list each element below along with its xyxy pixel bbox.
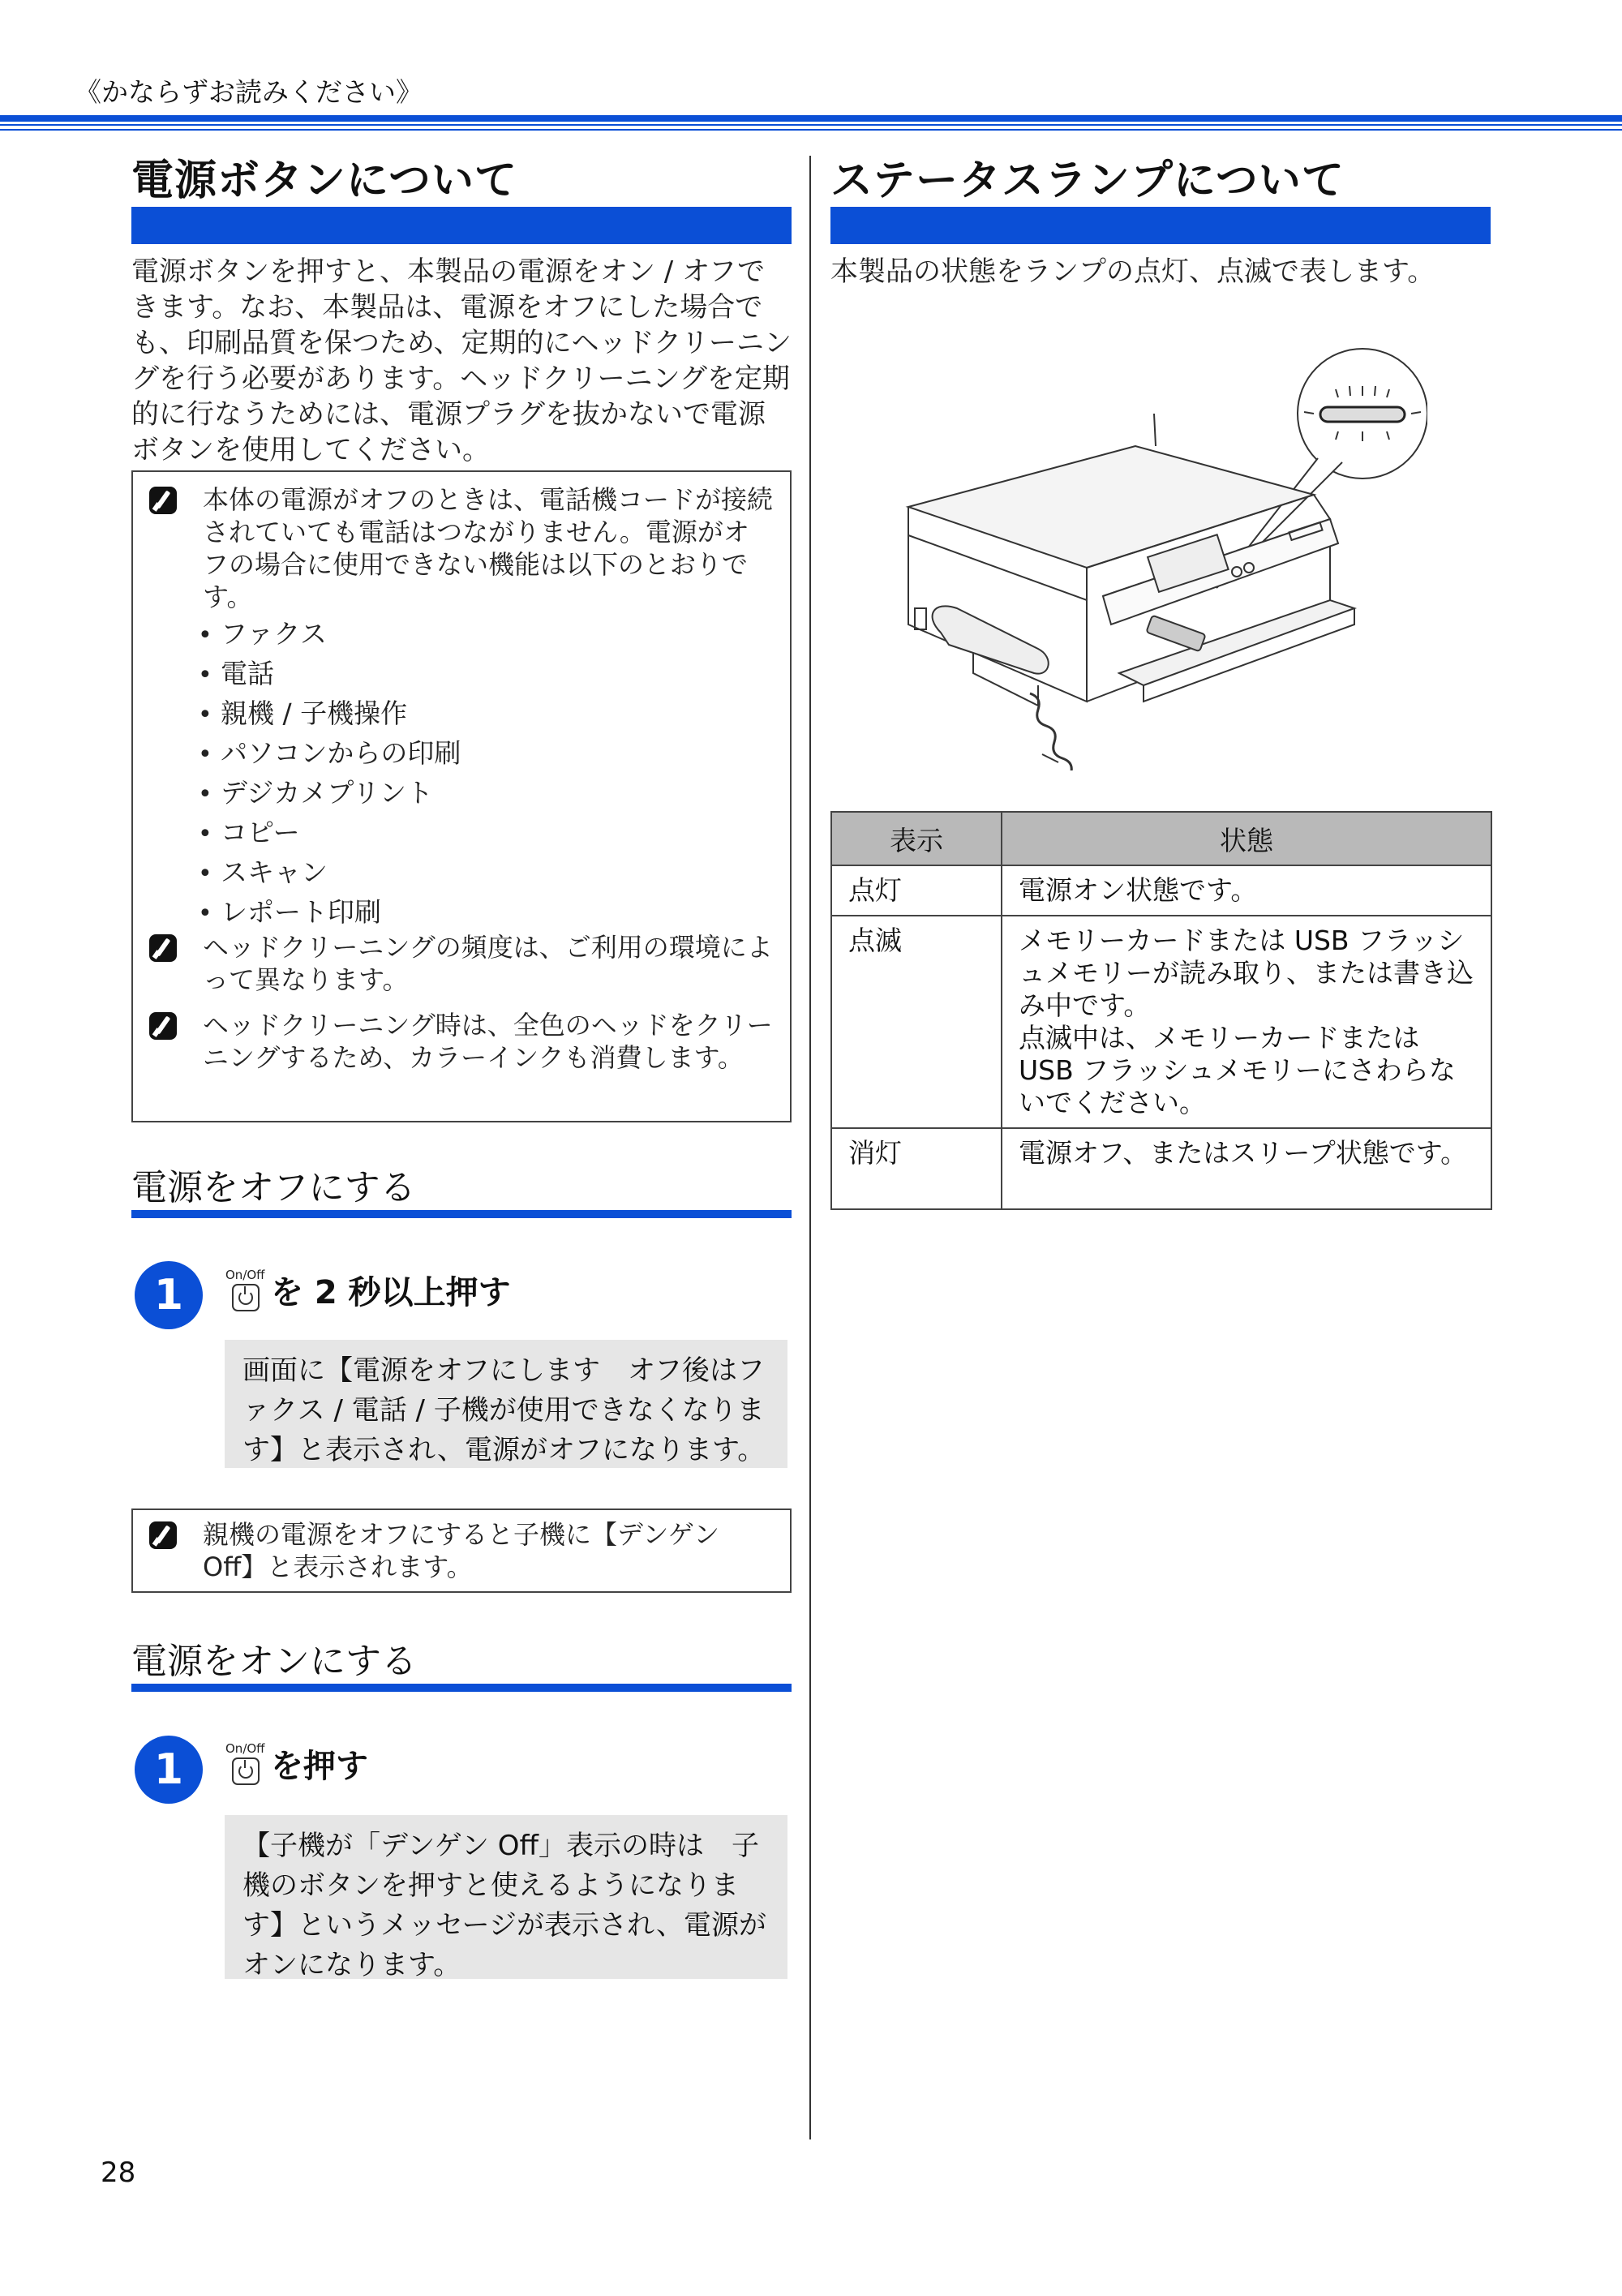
list-item-label: コピー — [221, 817, 300, 848]
step-heading — [225, 1267, 511, 1313]
power-symbol — [232, 1757, 260, 1785]
table-header-state: 状態 — [1002, 812, 1491, 865]
pencil-note-icon — [149, 934, 177, 962]
header-rule-thin — [0, 124, 1622, 126]
power-on-title: 電源をオンにする — [131, 1641, 417, 1682]
table-header-display: 表示 — [831, 812, 1002, 865]
power-button-label: On/Off — [225, 1268, 265, 1282]
list-item — [198, 893, 461, 933]
list-item — [198, 853, 461, 893]
status-lamp-table — [830, 811, 1492, 1210]
unavailable-functions-list — [198, 615, 461, 933]
bullet-icon: • — [198, 780, 212, 809]
table-cell-label: 消灯 — [831, 1128, 1002, 1209]
list-item-label: 親機 / 子機操作 — [221, 697, 408, 729]
status-lamp-intro: 本製品の状態をランプの点灯、点滅で表します。 — [830, 255, 1435, 288]
power-off-title: 電源をオフにする — [131, 1167, 416, 1208]
table-row — [831, 1128, 1491, 1209]
bullet-icon: • — [198, 899, 212, 928]
note-item — [149, 1009, 774, 1074]
bullet-icon: • — [198, 860, 212, 888]
column-divider — [809, 156, 811, 2139]
step-heading — [225, 1740, 368, 1787]
list-item-label: 電話 — [221, 658, 274, 689]
list-item-label: パソコンからの印刷 — [221, 737, 461, 769]
step-text: を 2 秒以上押す — [271, 1274, 511, 1311]
list-item-label: レポート印刷 — [221, 896, 381, 928]
power-on-message: 【子機が「デンゲン Off」表示の時は 子機のボタンを押すと使えるようになります】というメッセージが表示され、電源がオンになります。 — [225, 1815, 787, 1979]
status-lamp-title: ステータスランプについて — [830, 157, 1345, 205]
section-bar — [131, 1684, 792, 1692]
table-cell-state: メモリーカードまたは USB フラッシュメモリーが読み取り、または書き込み中です。 点滅中は、メモリーカードまたは USB フラッシュメモリーにさわらないでください。 — [1002, 916, 1491, 1128]
table-cell-label: 点灯 — [831, 865, 1002, 916]
list-item — [198, 734, 461, 774]
list-item — [198, 654, 461, 694]
list-item-label: デジカメプリント — [221, 777, 434, 809]
step-number: 1 — [135, 1736, 203, 1804]
power-button-title: 電源ボタンについて — [131, 157, 517, 205]
bullet-icon: • — [198, 740, 212, 769]
table-header-row — [831, 812, 1491, 865]
pencil-note-icon — [149, 487, 177, 514]
title-bar — [830, 207, 1491, 244]
pencil-note-icon — [149, 1012, 177, 1040]
note-item — [149, 931, 774, 996]
power-button-icon — [225, 1741, 266, 1787]
printer-illustration — [876, 333, 1427, 770]
list-item-label: ファクス — [221, 618, 328, 650]
bullet-icon: • — [198, 820, 212, 848]
list-item-label: スキャン — [221, 856, 328, 888]
header-label: 《かならずお読みください》 — [75, 76, 423, 108]
bullet-icon: • — [198, 621, 212, 650]
note-text: ヘッドクリーニングの頻度は、ご利用の環境によって異なります。 — [203, 932, 773, 995]
note-item — [149, 483, 774, 613]
handset-note-box — [131, 1508, 792, 1593]
table-row — [831, 916, 1491, 1128]
note-text: 親機の電源をオフにすると子機に【デンゲン Off】と表示されます。 — [203, 1519, 720, 1582]
bullet-icon: • — [198, 701, 212, 729]
power-off-message: 画面に【電源をオフにします オフ後はファクス / 電話 / 子機が使用できなくなります】と表示され、電源がオフになります。 — [225, 1340, 787, 1468]
step-number: 1 — [135, 1261, 203, 1329]
section-bar — [131, 1210, 792, 1218]
table-cell-state: 電源オフ、またはスリープ状態です。 — [1002, 1128, 1491, 1209]
power-symbol — [232, 1284, 260, 1311]
power-button-intro: 電源ボタンを押すと、本製品の電源をオン / オフできます。なお、本製品は、電源をオフにした場合でも、印刷品質を保つため、定期的にヘッドクリーニングを行う必要があります。ヘッドクリーニングを定期的に行なうためには、電源プラグを抜かないで電源ボタンを使用してください。 — [131, 255, 792, 466]
step-text: を押す — [271, 1748, 368, 1785]
header-rule-thin — [0, 129, 1622, 131]
bullet-icon: • — [198, 661, 212, 689]
power-button-icon — [225, 1268, 266, 1313]
note-item — [149, 1518, 774, 1583]
table-cell-label: 点滅 — [831, 916, 1002, 1128]
list-item — [198, 615, 461, 654]
header-rule — [0, 115, 1622, 122]
title-bar — [131, 207, 792, 244]
table-row — [831, 865, 1491, 916]
list-item — [198, 813, 461, 853]
page-number: 28 — [101, 2157, 136, 2189]
power-button-label: On/Off — [225, 1741, 265, 1756]
note-text: ヘッドクリーニング時は、全色のヘッドをクリーニングするため、カラーインクも消費します。 — [203, 1010, 773, 1073]
table-cell-state: 電源オン状態です。 — [1002, 865, 1491, 916]
list-item — [198, 694, 461, 734]
note-text: 本体の電源がオフのときは、電話機コードが接続されていても電話はつながりません。電源がオフの場合に使用できない機能は以下のとおりです。 — [203, 484, 774, 612]
power-off-note-box — [131, 470, 792, 1122]
pencil-note-icon — [149, 1521, 177, 1549]
list-item — [198, 774, 461, 813]
